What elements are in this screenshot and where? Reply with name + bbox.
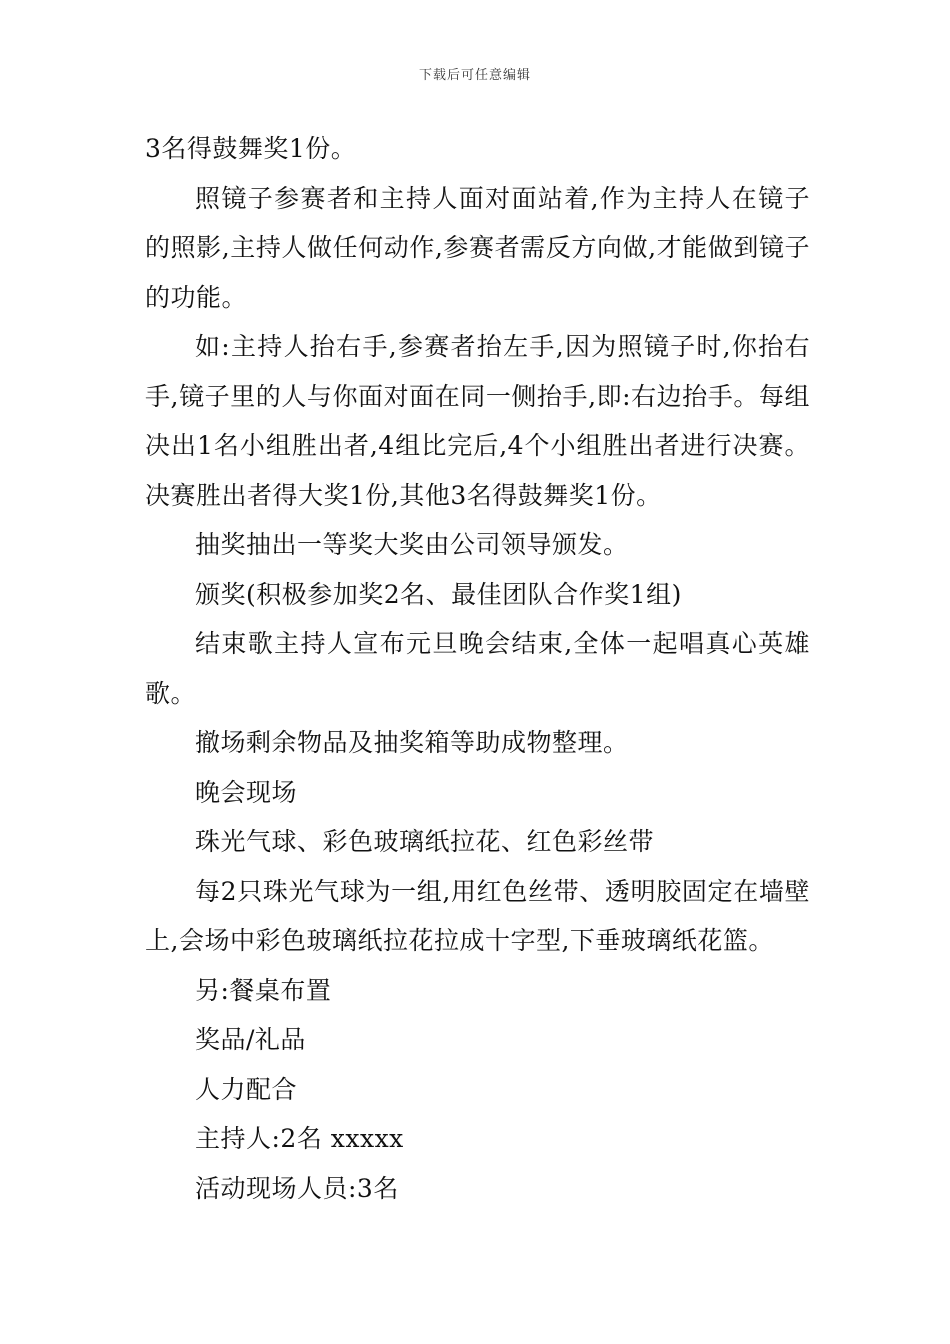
paragraph-8: 晚会现场 bbox=[195, 777, 298, 807]
paragraph-12: 奖品/礼品 bbox=[195, 1025, 306, 1054]
paragraph-6: 结束歌主持人宣布元旦晚会结束,全体一起唱真心英雄歌。 bbox=[145, 629, 810, 708]
paragraph-4: 抽奖抽出一等奖大奖由公司领导颁发。 bbox=[195, 530, 629, 559]
paragraph-9: 珠光气球、彩色玻璃纸拉花、红色彩丝带 bbox=[195, 827, 655, 856]
paragraph-15: 活动现场人员:3名 bbox=[195, 1173, 399, 1203]
page-header: 下载后可任意编辑 bbox=[418, 68, 531, 83]
paragraph-3: 如:主持人抬右手,参赛者抬左手,因为照镜子时,你抬右手,镜子里的人与你面对面在同一侧抬手,即:右边抬手。每组决出1名小组胜出者,4组比完后,4个小组胜出者进行决赛。决赛胜出者得大奖1份,其他3名得鼓舞奖1份。 bbox=[145, 332, 810, 510]
paragraph-14: 主持人:2名 xxxxx bbox=[195, 1124, 404, 1153]
paragraph-10: 每2只珠光气球为一组,用红色丝带、透明胶固定在墙壁上,会场中彩色玻璃纸拉花拉成十字型,下垂玻璃纸花篮。 bbox=[145, 876, 810, 955]
paragraph-7: 撤场剩余物品及抽奖箱等助成物整理。 bbox=[195, 728, 629, 757]
paragraph-5: 颁奖(积极参加奖2名、最佳团队合作奖1组) bbox=[195, 579, 682, 609]
paragraph-11: 另:餐桌布置 bbox=[195, 975, 332, 1005]
paragraph-2: 照镜子参赛者和主持人面对面站着,作为主持人在镜子的照影,主持人做任何动作,参赛者需反方向做,才能做到镜子的功能。 bbox=[145, 183, 810, 312]
paragraph-1: 3名得鼓舞奖1份。 bbox=[145, 134, 357, 163]
paragraph-13: 人力配合 bbox=[195, 1074, 298, 1104]
document-body bbox=[145, 124, 810, 1213]
